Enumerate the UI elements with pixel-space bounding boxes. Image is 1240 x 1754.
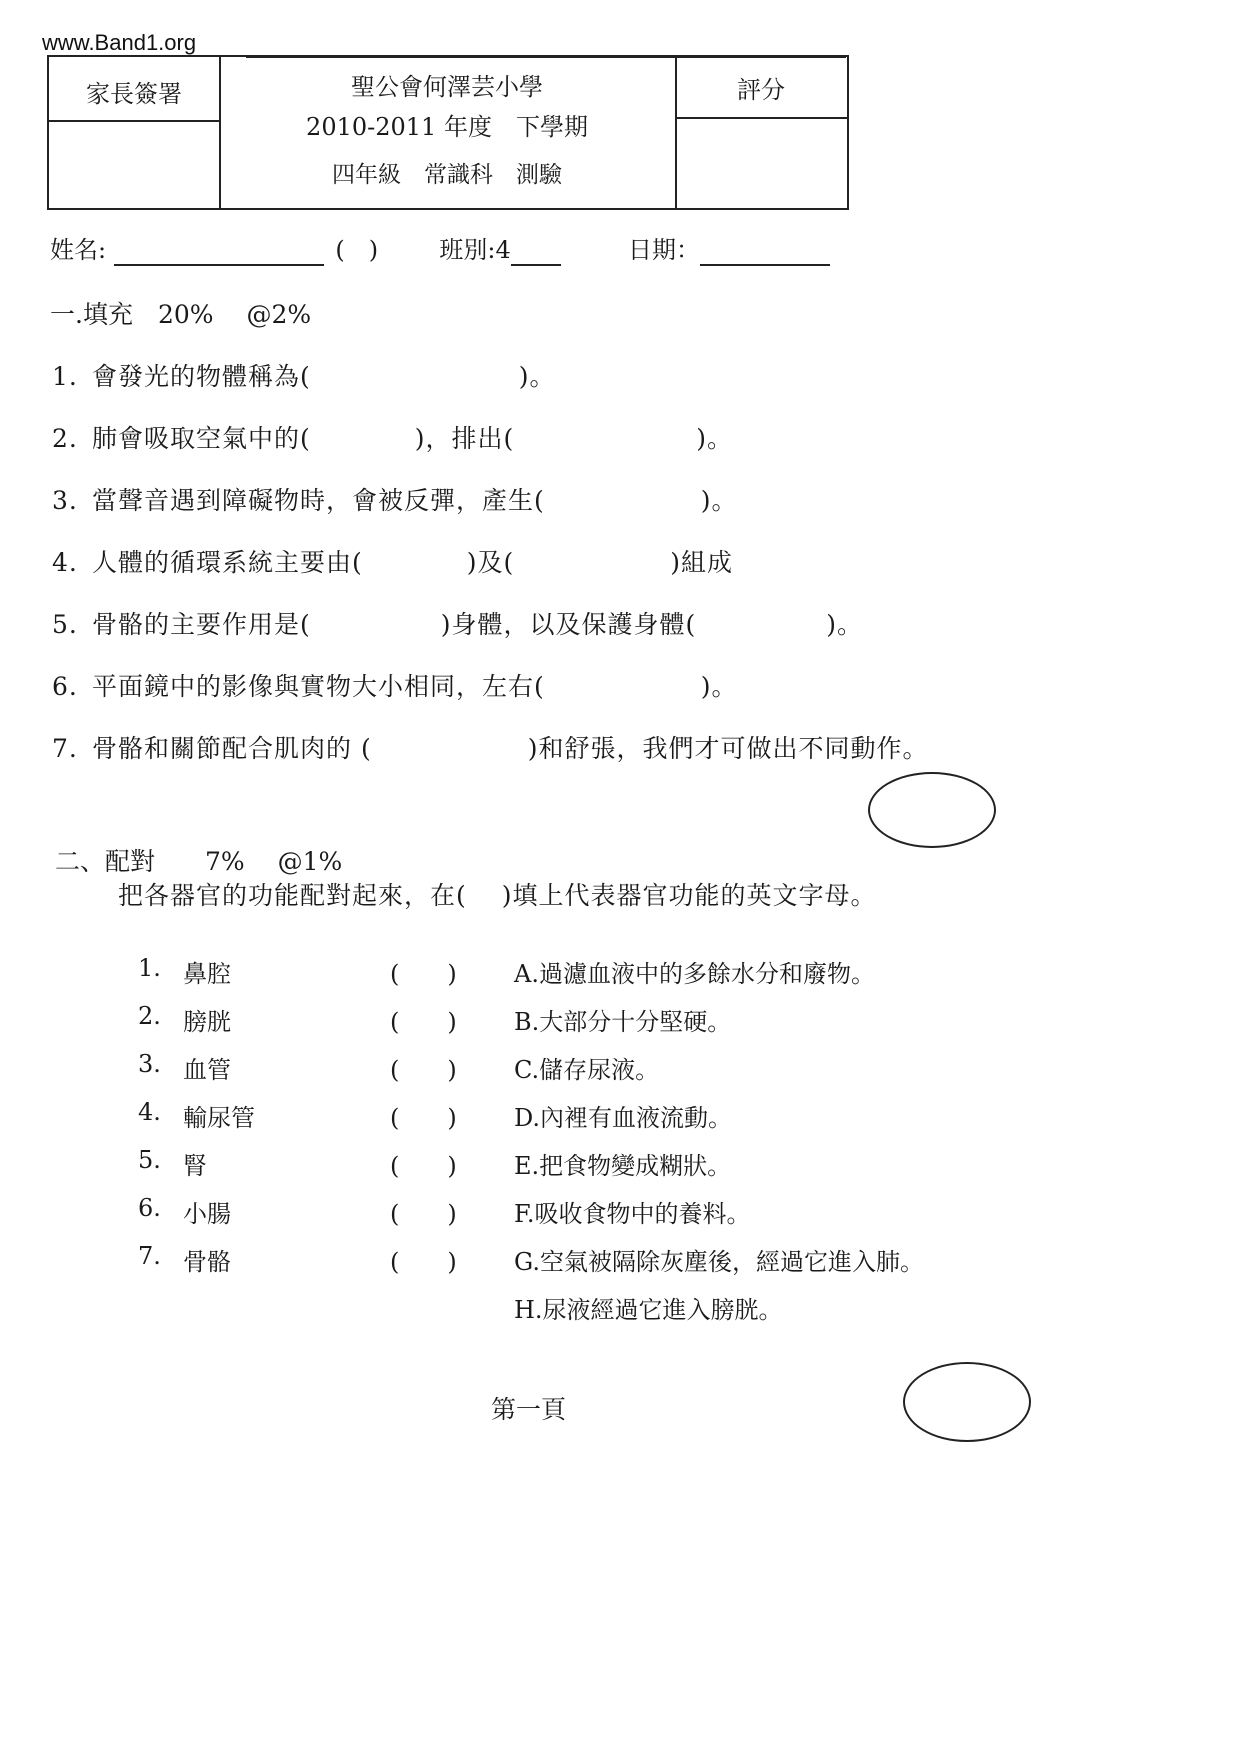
answer-bracket[interactable]: ( ) — [390, 960, 457, 988]
option-h: H.尿液經過它進入膀胱。 — [514, 1296, 783, 1324]
fill-question-4 — [52, 543, 733, 579]
question-number: 4. — [52, 548, 78, 577]
item-number: 2. — [138, 1002, 161, 1030]
answer-bracket[interactable]: ( ) — [390, 1152, 457, 1180]
school-year-term: 2010-2011 年度 下學期 — [306, 113, 588, 141]
answer-bracket[interactable]: ( ) — [390, 1200, 457, 1228]
site-url: www.Band1.org — [42, 30, 197, 55]
score-box[interactable] — [681, 123, 841, 205]
organ-name: 輸尿管 — [183, 1104, 255, 1132]
fill-question-1 — [52, 357, 556, 393]
parent-signature-box[interactable] — [55, 127, 213, 205]
section1-title: 一.填充 20% @2% — [50, 300, 312, 329]
header-score-rule — [675, 117, 847, 119]
question-text: 肺會吸取空氣中的( )，排出( )。 — [92, 424, 734, 453]
question-text: 人體的循環系統主要由( )及( )組成 — [92, 548, 734, 577]
header-sign-rule — [49, 120, 219, 122]
question-text: 會發光的物體稱為( )。 — [92, 362, 556, 391]
question-number: 5. — [52, 610, 78, 639]
item-number: 5. — [138, 1146, 161, 1174]
parent-signature-label: 家長簽署 — [86, 80, 182, 108]
fill-question-5 — [52, 605, 863, 641]
fill-question-3 — [52, 481, 738, 517]
section2-instruction: 把各器官的功能配對起來，在( )填上代表器官功能的英文字母。 — [118, 881, 877, 910]
organ-name: 血管 — [183, 1056, 231, 1084]
section1-score-oval[interactable] — [868, 772, 996, 848]
item-number: 7. — [138, 1242, 161, 1270]
option-e: E.把食物變成糊狀。 — [514, 1152, 732, 1180]
date-label: 日期： — [628, 236, 701, 264]
class-number-brackets: ( ) — [335, 236, 379, 264]
question-number: 6. — [52, 672, 78, 701]
organ-name: 鼻腔 — [183, 960, 231, 988]
answer-bracket[interactable]: ( ) — [390, 1248, 457, 1276]
option-a: A.過濾血液中的多餘水分和廢物。 — [514, 960, 875, 988]
item-number: 1. — [138, 954, 161, 982]
item-number: 3. — [138, 1050, 161, 1078]
page-number: 第一頁 — [491, 1395, 567, 1424]
score-label: 評分 — [737, 76, 785, 104]
test-subject: 四年級 常識科 測驗 — [332, 162, 562, 188]
name-field[interactable] — [114, 236, 324, 266]
student-info-row — [50, 230, 830, 266]
organ-name: 膀胱 — [183, 1008, 231, 1036]
question-text: 平面鏡中的影像與實物大小相同，左右( )。 — [92, 672, 738, 701]
item-number: 6. — [138, 1194, 161, 1222]
organ-name: 骨骼 — [183, 1248, 231, 1276]
fill-question-2 — [52, 419, 733, 455]
school-name: 聖公會何澤芸小學 — [351, 73, 543, 101]
option-d: D.內裡有血液流動。 — [514, 1104, 733, 1132]
question-number: 3. — [52, 486, 78, 515]
item-number: 4. — [138, 1098, 161, 1126]
fill-question-6 — [52, 667, 738, 703]
question-text: 當聲音遇到障礙物時，會被反彈，產生( )。 — [92, 486, 738, 515]
organ-name: 小腸 — [183, 1200, 231, 1228]
header-table — [47, 55, 849, 210]
class-field[interactable] — [511, 236, 561, 266]
question-text: 骨骼的主要作用是( )身體，以及保護身體( )。 — [92, 610, 864, 639]
date-field[interactable] — [700, 236, 830, 266]
question-number: 1. — [52, 362, 78, 391]
answer-bracket[interactable]: ( ) — [390, 1008, 457, 1036]
option-f: F.吸收食物中的養料。 — [514, 1200, 751, 1228]
section2-title: 二、配對 7% @1% — [55, 847, 343, 876]
organ-name: 腎 — [183, 1152, 207, 1180]
fill-question-7 — [52, 729, 928, 765]
option-c: C.儲存尿液。 — [514, 1056, 660, 1084]
answer-bracket[interactable]: ( ) — [390, 1056, 457, 1084]
class-label: 班別:4 — [439, 236, 511, 264]
name-label: 姓名: — [50, 236, 107, 264]
question-number: 7. — [52, 734, 78, 763]
question-number: 2. — [52, 424, 78, 453]
question-text: 骨骼和關節配合肌肉的 ( )和舒張，我們才可做出不同動作。 — [92, 734, 929, 763]
section2-score-oval[interactable] — [903, 1362, 1031, 1442]
option-g: G.空氣被隔除灰塵後，經過它進入肺。 — [514, 1248, 924, 1276]
option-b: B.大部分十分堅硬。 — [514, 1008, 732, 1036]
answer-bracket[interactable]: ( ) — [390, 1104, 457, 1132]
